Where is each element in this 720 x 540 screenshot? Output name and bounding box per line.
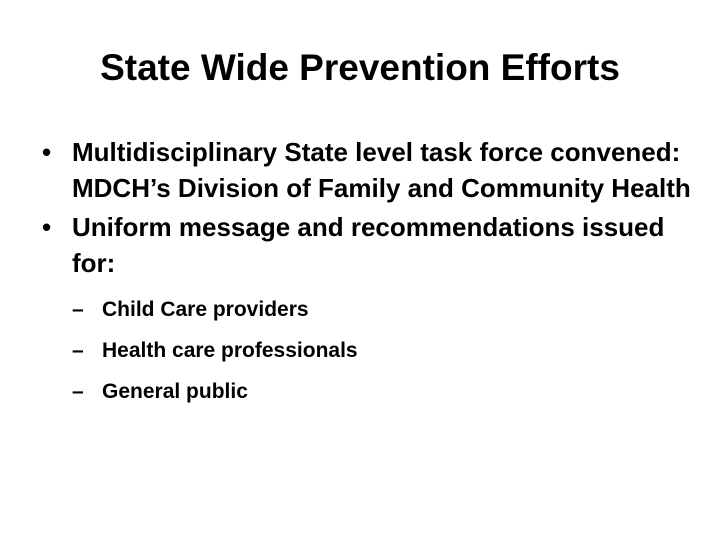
sub-bullet-list [72, 295, 692, 406]
sub-bullet-marker: – [72, 339, 84, 362]
sub-bullet-marker: – [72, 380, 84, 403]
sub-bullet-marker: – [72, 298, 84, 321]
bullet-text: Multidisciplinary State level task force convened: MDCH’s Division of Family and Community Health [72, 137, 691, 203]
sub-bullet-item [72, 377, 692, 406]
slide-title: State Wide Prevention Efforts [100, 47, 620, 88]
bullet-text: Uniform message and recommendations issued for: [72, 212, 665, 278]
bullet-marker: • [42, 137, 52, 167]
sub-bullet-text: General public [102, 380, 248, 403]
bullet-marker: • [42, 212, 52, 242]
sub-bullet-text: Child Care providers [102, 298, 309, 321]
bullet-item [42, 134, 692, 206]
bullet-item [42, 209, 692, 406]
sub-bullet-item [72, 295, 692, 324]
bullet-list [42, 134, 692, 418]
sub-bullet-item [72, 336, 692, 365]
sub-bullet-text: Health care professionals [102, 339, 358, 362]
